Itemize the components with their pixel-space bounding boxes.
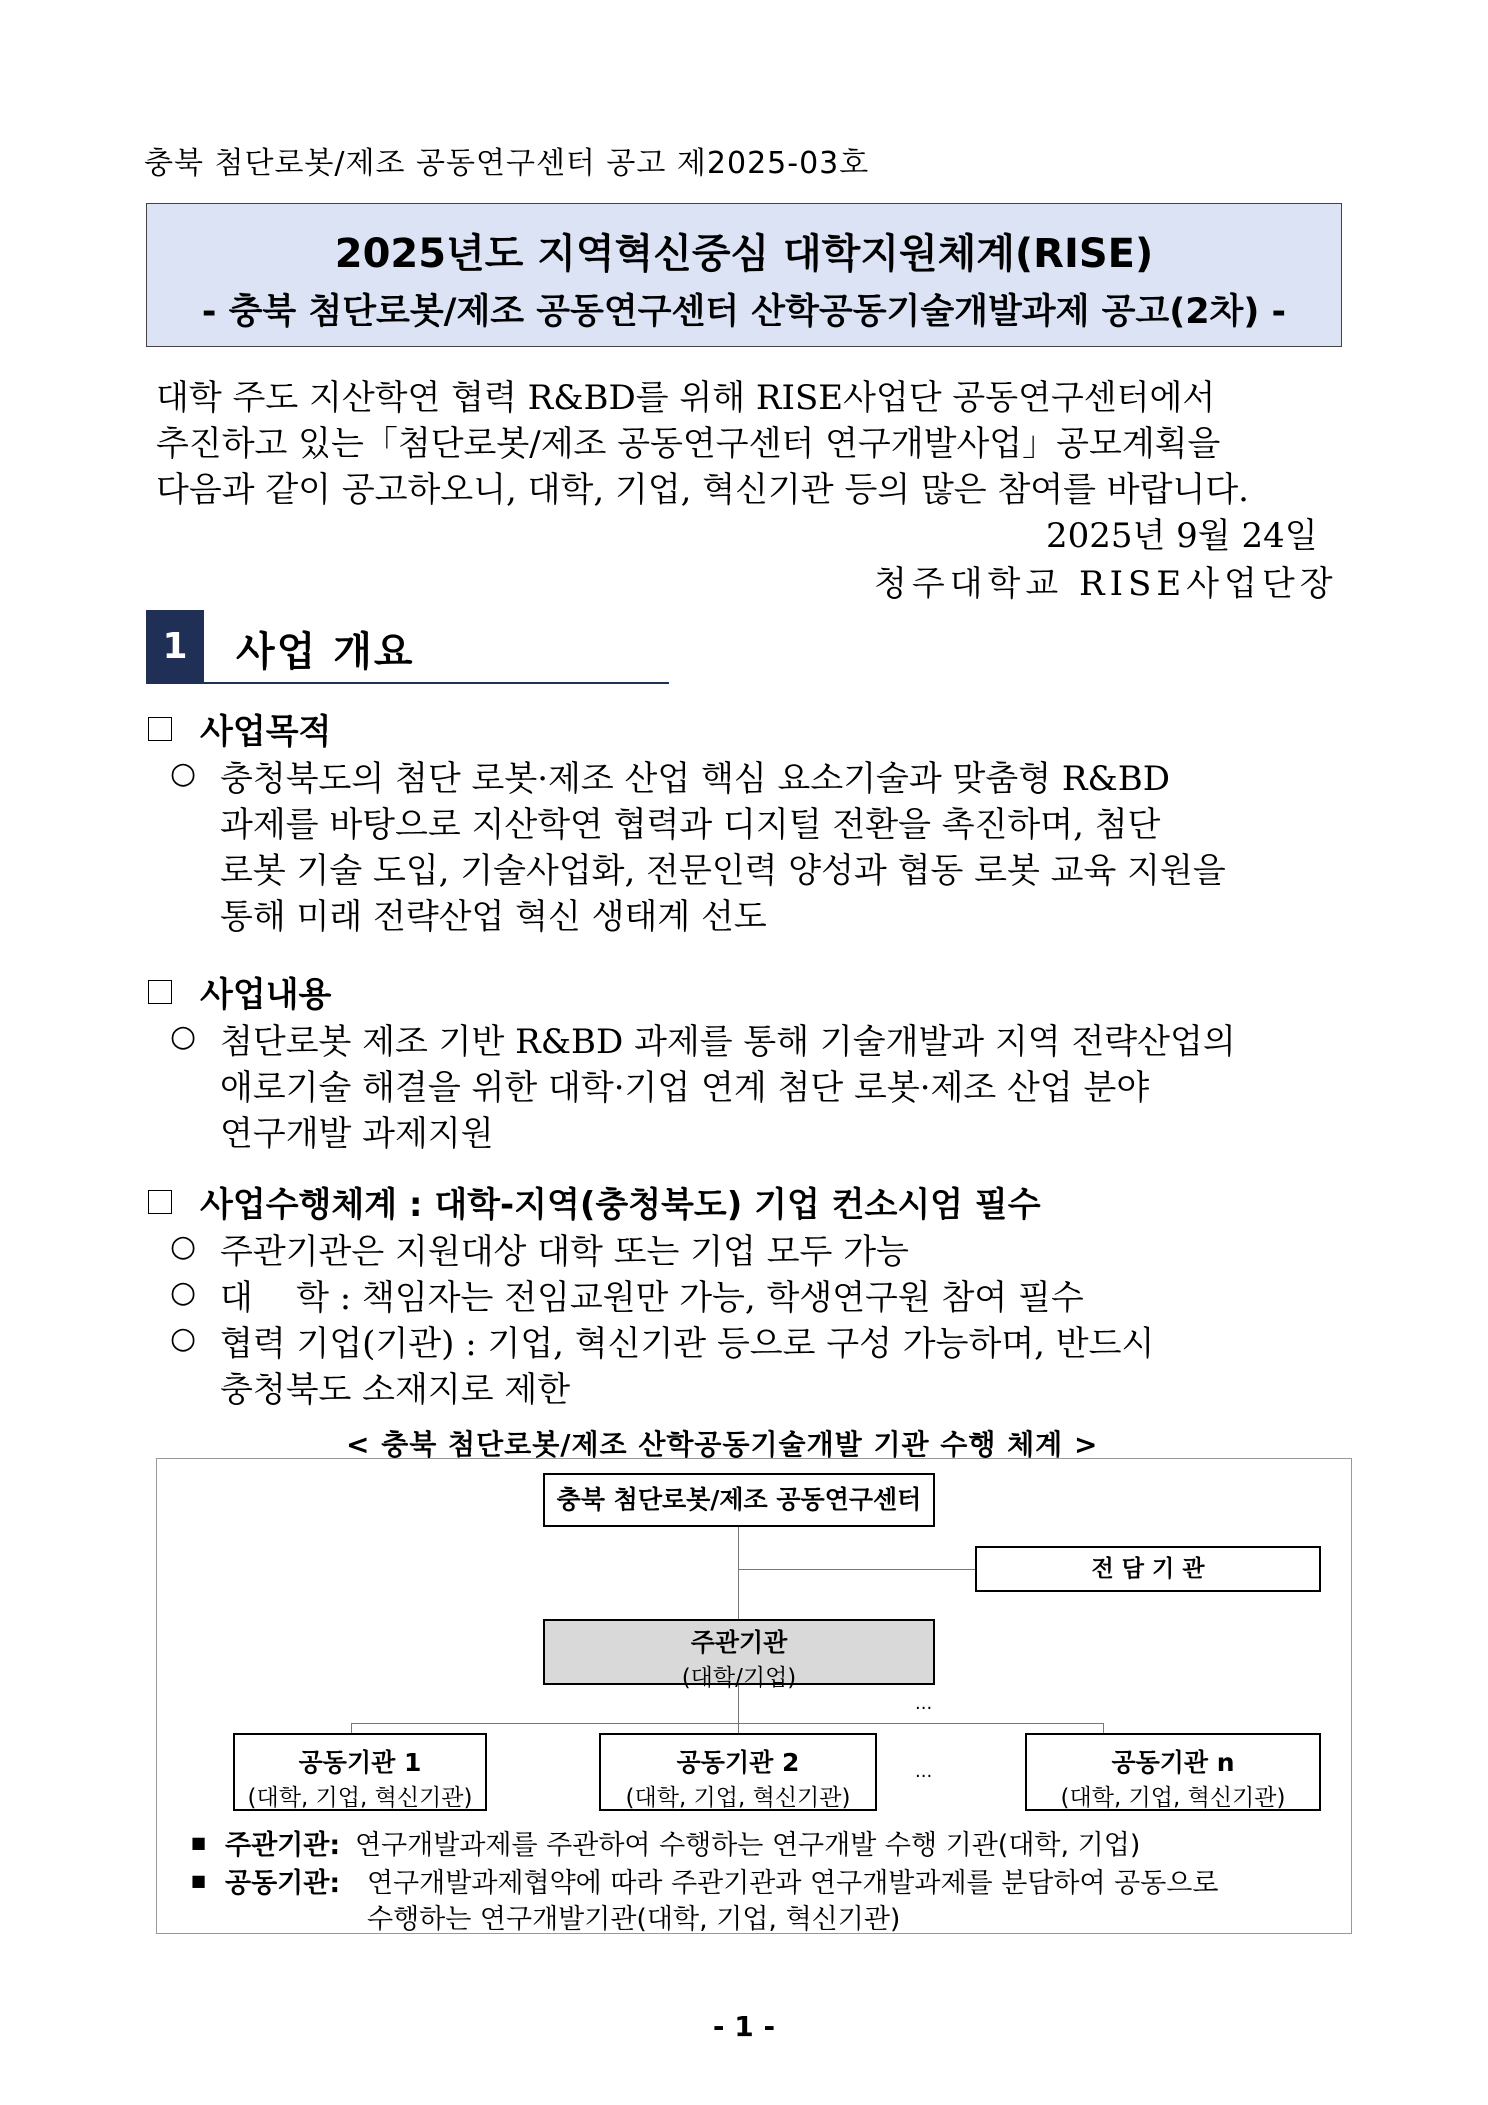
title-box: [146, 203, 1342, 347]
legend-description-cont: 수행하는 연구개발기관(대학, 기업, 혁신기관): [367, 1904, 901, 1935]
item-line: 첨단로봇 제조 기반 R&BD 과제를 통해 기술개발과 지역 전략산업의: [220, 1022, 1236, 1062]
item-line: 대 학 : 책임자는 전임교원만 가능, 학생연구원 참여 필수: [220, 1278, 1084, 1318]
diagram-caption: < 충북 첨단로봇/제조 산학공동기술개발 기관 수행 체계 >: [346, 1428, 1099, 1461]
circle-bullet-icon: ○: [170, 1019, 197, 1054]
intro-line: 대학 주도 지산학연 협력 R&BD를 위해 RISE사업단 공동연구센터에서: [156, 378, 1216, 418]
joint-institution-subtitle: (대학, 기업, 혁신기관): [1060, 1785, 1286, 1811]
intro-line: 다음과 같이 공고하오니, 대학, 기업, 혁신기관 등의 많은 참여를 바랍니다.: [156, 470, 1249, 510]
page-title: 2025년도 지역혁신중심 대학지원체계(RISE): [334, 231, 1154, 277]
subsection-heading: 사업내용: [200, 975, 332, 1015]
joint-institution-title: 공동기관 2: [676, 1748, 800, 1777]
joint-institution-box: [1025, 1733, 1321, 1811]
section-divider: [146, 682, 669, 684]
legend-term: 주관기관:: [225, 1830, 341, 1861]
page-number: - 1 -: [712, 2010, 776, 2043]
subsection-heading: 사업목적: [200, 712, 332, 752]
announcement-issuer: 청주대학교 RISE사업단장: [874, 564, 1338, 604]
square-bullet-icon: ■: [191, 1871, 207, 1890]
joint-institution-box: [599, 1733, 877, 1811]
legend-term: 공동기관:: [225, 1868, 341, 1899]
circle-bullet-icon: ○: [170, 1229, 197, 1264]
page-subtitle: - 충북 첨단로봇/제조 공동연구센터 산학공동기술개발과제 공고(2차) -: [201, 292, 1287, 332]
circle-bullet-icon: ○: [170, 1275, 197, 1310]
legend-description: 연구개발과제를 주관하여 수행하는 연구개발 수행 기관(대학, 기업): [355, 1830, 1141, 1861]
item-line: 통해 미래 전략산업 혁신 생태계 선도: [220, 897, 767, 937]
item-line: 로봇 기술 도입, 기술사업화, 전문인력 양성과 협동 로봇 교육 지원을: [220, 851, 1226, 891]
item-line: 과제를 바탕으로 지산학연 협력과 디지털 전환을 촉진하며, 첨단: [220, 805, 1161, 845]
connector-line: [351, 1723, 1103, 1724]
joint-institution-subtitle: (대학, 기업, 혁신기관): [247, 1785, 473, 1811]
research-center-label: 충북 첨단로봇/제조 공동연구센터: [556, 1485, 922, 1514]
item-line: 애로기술 해결을 위한 대학·기업 연계 첨단 로봇·제조 산업 분야: [220, 1068, 1150, 1108]
item-line: 주관기관은 지원대상 대학 또는 기업 모두 가능: [220, 1232, 909, 1272]
subsection-heading: 사업수행체계 : 대학-지역(충청북도) 기업 컨소시엄 필수: [200, 1185, 1041, 1225]
research-center-box: [543, 1473, 935, 1527]
circle-bullet-icon: ○: [170, 756, 197, 791]
lead-institution-box: [543, 1619, 935, 1691]
square-bullet-icon: ■: [191, 1833, 207, 1852]
item-line: 충청북도 소재지로 제한: [220, 1370, 571, 1410]
joint-institution-box: [233, 1733, 487, 1811]
legend-description: 연구개발과제협약에 따라 주관기관과 연구개발과제를 분담하여 공동으로: [367, 1868, 1219, 1899]
section-number-badge: 1: [146, 610, 204, 682]
joint-institution-title: 공동기관 n: [1111, 1748, 1235, 1777]
intro-line: 추진하고 있는「첨단로봇/제조 공동연구센터 연구개발사업」공모계획을: [156, 424, 1221, 464]
org-diagram: [156, 1458, 1352, 1934]
managing-agency-box: [975, 1546, 1321, 1592]
section-title: 사업 개요: [236, 629, 415, 675]
item-line: 충청북도의 첨단 로봇·제조 산업 핵심 요소기술과 맞춤형 R&BD: [220, 759, 1170, 799]
checkbox-icon: [148, 1190, 172, 1214]
lead-institution-title: 주관기관: [690, 1628, 788, 1657]
item-line: 협력 기업(기관) : 기업, 혁신기관 등으로 구성 가능하며, 반드시: [220, 1324, 1155, 1364]
document-number: 충북 첨단로봇/제조 공동연구센터 공고 제2025-03호: [144, 146, 870, 181]
checkbox-icon: [148, 717, 172, 741]
circle-bullet-icon: ○: [170, 1321, 197, 1356]
ellipsis-text: ...: [915, 1761, 933, 1782]
ellipsis-text: ...: [915, 1693, 933, 1714]
item-line: 연구개발 과제지원: [220, 1114, 494, 1154]
lead-institution-subtitle: (대학/기업): [681, 1665, 797, 1691]
checkbox-icon: [148, 980, 172, 1004]
joint-institution-subtitle: (대학, 기업, 혁신기관): [625, 1785, 851, 1811]
joint-institution-title: 공동기관 1: [298, 1748, 422, 1777]
announcement-date: 2025년 9월 24일: [1046, 516, 1318, 556]
managing-agency-label: 전 담 기 관: [1091, 1556, 1205, 1582]
